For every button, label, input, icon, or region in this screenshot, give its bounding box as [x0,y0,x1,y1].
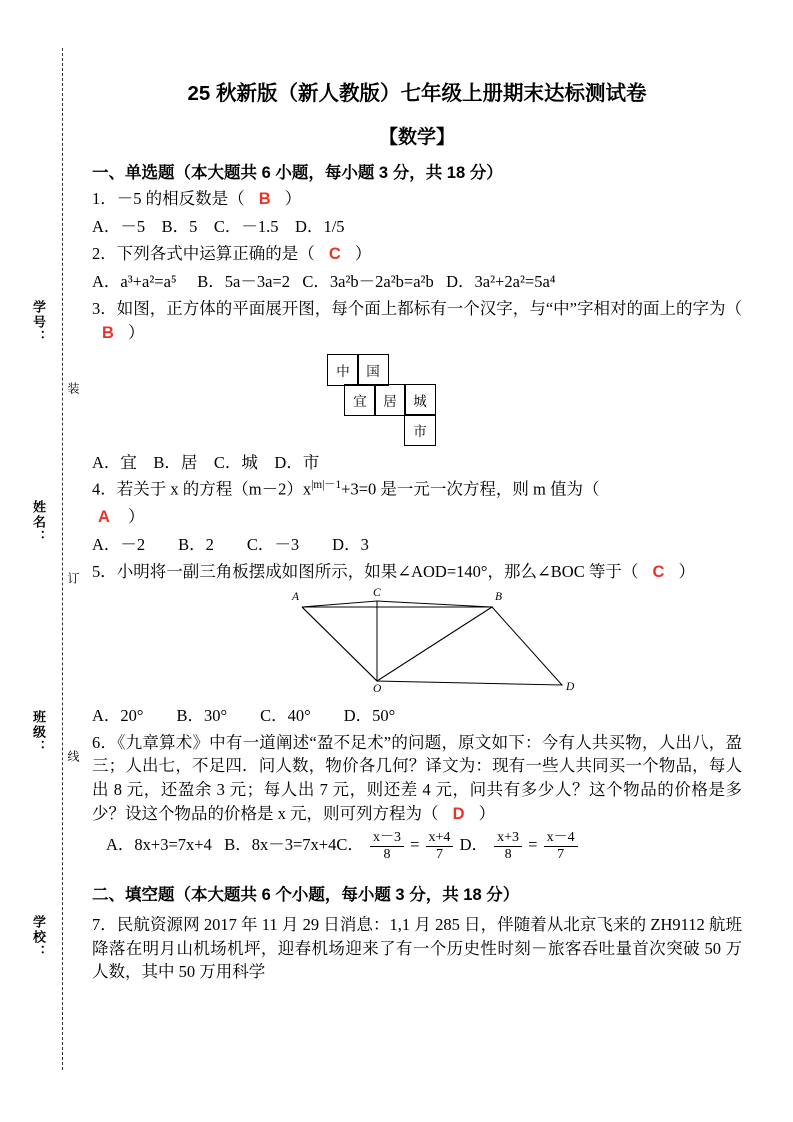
q2-option-b: B．5a－3a=2 [197,271,290,291]
q6-c-den2: 7 [426,846,454,863]
q4-exponent: |m|－1 [311,479,342,492]
q6-c-den: 8 [370,846,404,863]
question-2-options [92,270,742,294]
document-body [92,62,742,987]
q6-stem-close: ） [478,804,496,824]
q6-answer: D [452,805,465,824]
seal-char-zhuang: 装 [66,382,80,394]
seal-char-ding: 订 [66,572,80,584]
page-title: 25 秋新版（新人教版）七年级上册期末达标测试卷 [187,82,647,105]
q6-option-b: B．8x－3=7x+4C． [224,835,364,855]
section-heading-fill-blank: 二、填空题（本大题共 6 个小题，每小题 3 分，共 18 分） [92,885,520,904]
q6-d-equals: = [528,835,538,855]
question-5-options: A．20° B．30° C．40° D．50° [92,705,396,725]
q4-stem-close: ） [128,506,145,526]
net-cell-yi: 宜 [344,384,376,416]
q1-answer: B [258,190,271,208]
question-4-stem [92,477,742,501]
rail-label-name: 姓名： [31,500,46,545]
q2-stem-text: 2．下列各式中运算正确的是（ [92,243,315,263]
page-subtitle: 【数学】 [378,127,455,148]
rail-label-school: 学校： [31,915,46,960]
question-3-stem [92,297,742,346]
q5-stem-text: 5．小明将一副三角板摆成如图所示，如果∠AOD=140°，那么∠BOC 等于（ [92,561,639,581]
q2-option-c: C．3a²b－2a²b=a²b [302,271,434,291]
q3-stem-text: 3．如图，正方体的平面展开图，每个面上都标有一个汉字，与“中”字相对的面上的字为（ [92,298,742,318]
seal-char-xian: 线 [66,750,80,762]
net-cell-cheng: 城 [404,384,436,416]
question-5-stem [92,560,742,585]
geo-label-D: D [566,680,575,693]
question-3-options: A．宜 B．居 C．城 D．市 [92,452,320,472]
net-cell-zhong: 中 [327,354,359,386]
geo-label-A: A [292,590,300,603]
geo-label-O: O [373,682,382,695]
cube-net-figure [92,352,742,448]
rail-label-class: 班级： [31,710,46,755]
q4-answer: A [98,507,110,526]
q6-d-den2: 7 [544,846,578,863]
question-7-stem: 7．民航资源网 2017 年 11 月 29 日消息：1,1 月 285 日，伴随着从北京飞来的 ZH9112 航班降落在明月山机场机坪，迎春机场迎来了有一个历史性时刻－旅客吞吐量首次突破 50 万人数，其中 50 万用科学 [92,914,742,982]
triangle-rulers-svg [92,586,742,701]
q2-option-a: A．a³+a²=a⁵ [92,271,177,291]
question-2-stem [92,242,742,267]
q1-stem-text: 1．－5 的相反数是（ [92,189,245,208]
q6-d-num: x+3 [497,830,520,846]
q3-stem-close: ） [128,322,145,342]
q6-c-num2: x+4 [428,830,451,846]
q2-answer: C [328,244,341,263]
question-1-stem [92,187,742,212]
geo-label-B: B [495,590,503,603]
q6-option-c-fraction-right [426,830,454,862]
q6-option-d-fraction-right [544,830,578,862]
q6-option-d-fraction-left [494,830,522,862]
geo-label-C: C [373,586,381,599]
q6-d-num2: x－4 [546,830,575,846]
q6-stem-text: 6．《九章算术》中有一道阐述“盈不足术”的问题，原文如下：今有人共买物，人出八，盈三；人出七，不足四．问人数，物价各几何？译文为：现有一些人共同买一个物品，每人出 8 元，还盈余 3 元；每人出 7 元，则还差 4 元，问共有多少人？这个物品的价格是多少？设这个物品的价格是 x 元，则可列方程为（ [92,732,742,824]
q6-option-c-fraction-left [370,830,404,862]
q4-stem-text: 4．若关于 x 的方程（m－2）x [92,479,312,499]
q2-option-d: D．3a²+2a²=5a⁴ [446,271,556,291]
q6-c-equals: = [410,835,420,855]
question-6-options [92,830,742,862]
q1-stem-close: ） [284,189,302,208]
net-cell-shi: 市 [404,414,436,446]
q6-option-d-label: D． [459,835,488,855]
q6-c-num: x－3 [372,830,401,846]
triangle-rulers-figure [92,586,742,701]
question-4-answer-line [92,505,742,530]
q5-answer: C [652,562,665,581]
q5-stem-close: ） [678,561,696,581]
question-6-stem [92,731,742,828]
q2-stem-close: ） [354,243,372,263]
question-1-options: A．－5 B．5 C．－1.5 D．1/5 [92,216,345,236]
left-dashed-border [62,48,65,1070]
net-cell-guo: 国 [357,354,389,386]
net-cell-ju: 居 [374,384,406,416]
q6-option-a: A．8x+3=7x+4 [106,835,212,855]
q6-d-den: 8 [494,846,522,863]
q4-stem-mid: +3=0 是一元一次方程，则 m 值为（ [341,479,600,499]
rail-label-student-id: 学号： [31,300,46,345]
q3-answer: B [102,323,114,342]
question-4-options: A．－2 B．2 C．－3 D．3 [92,534,369,554]
section-heading-choice: 一、单选题（本大题共 6 小题，每小题 3 分，共 18 分） [92,164,503,182]
